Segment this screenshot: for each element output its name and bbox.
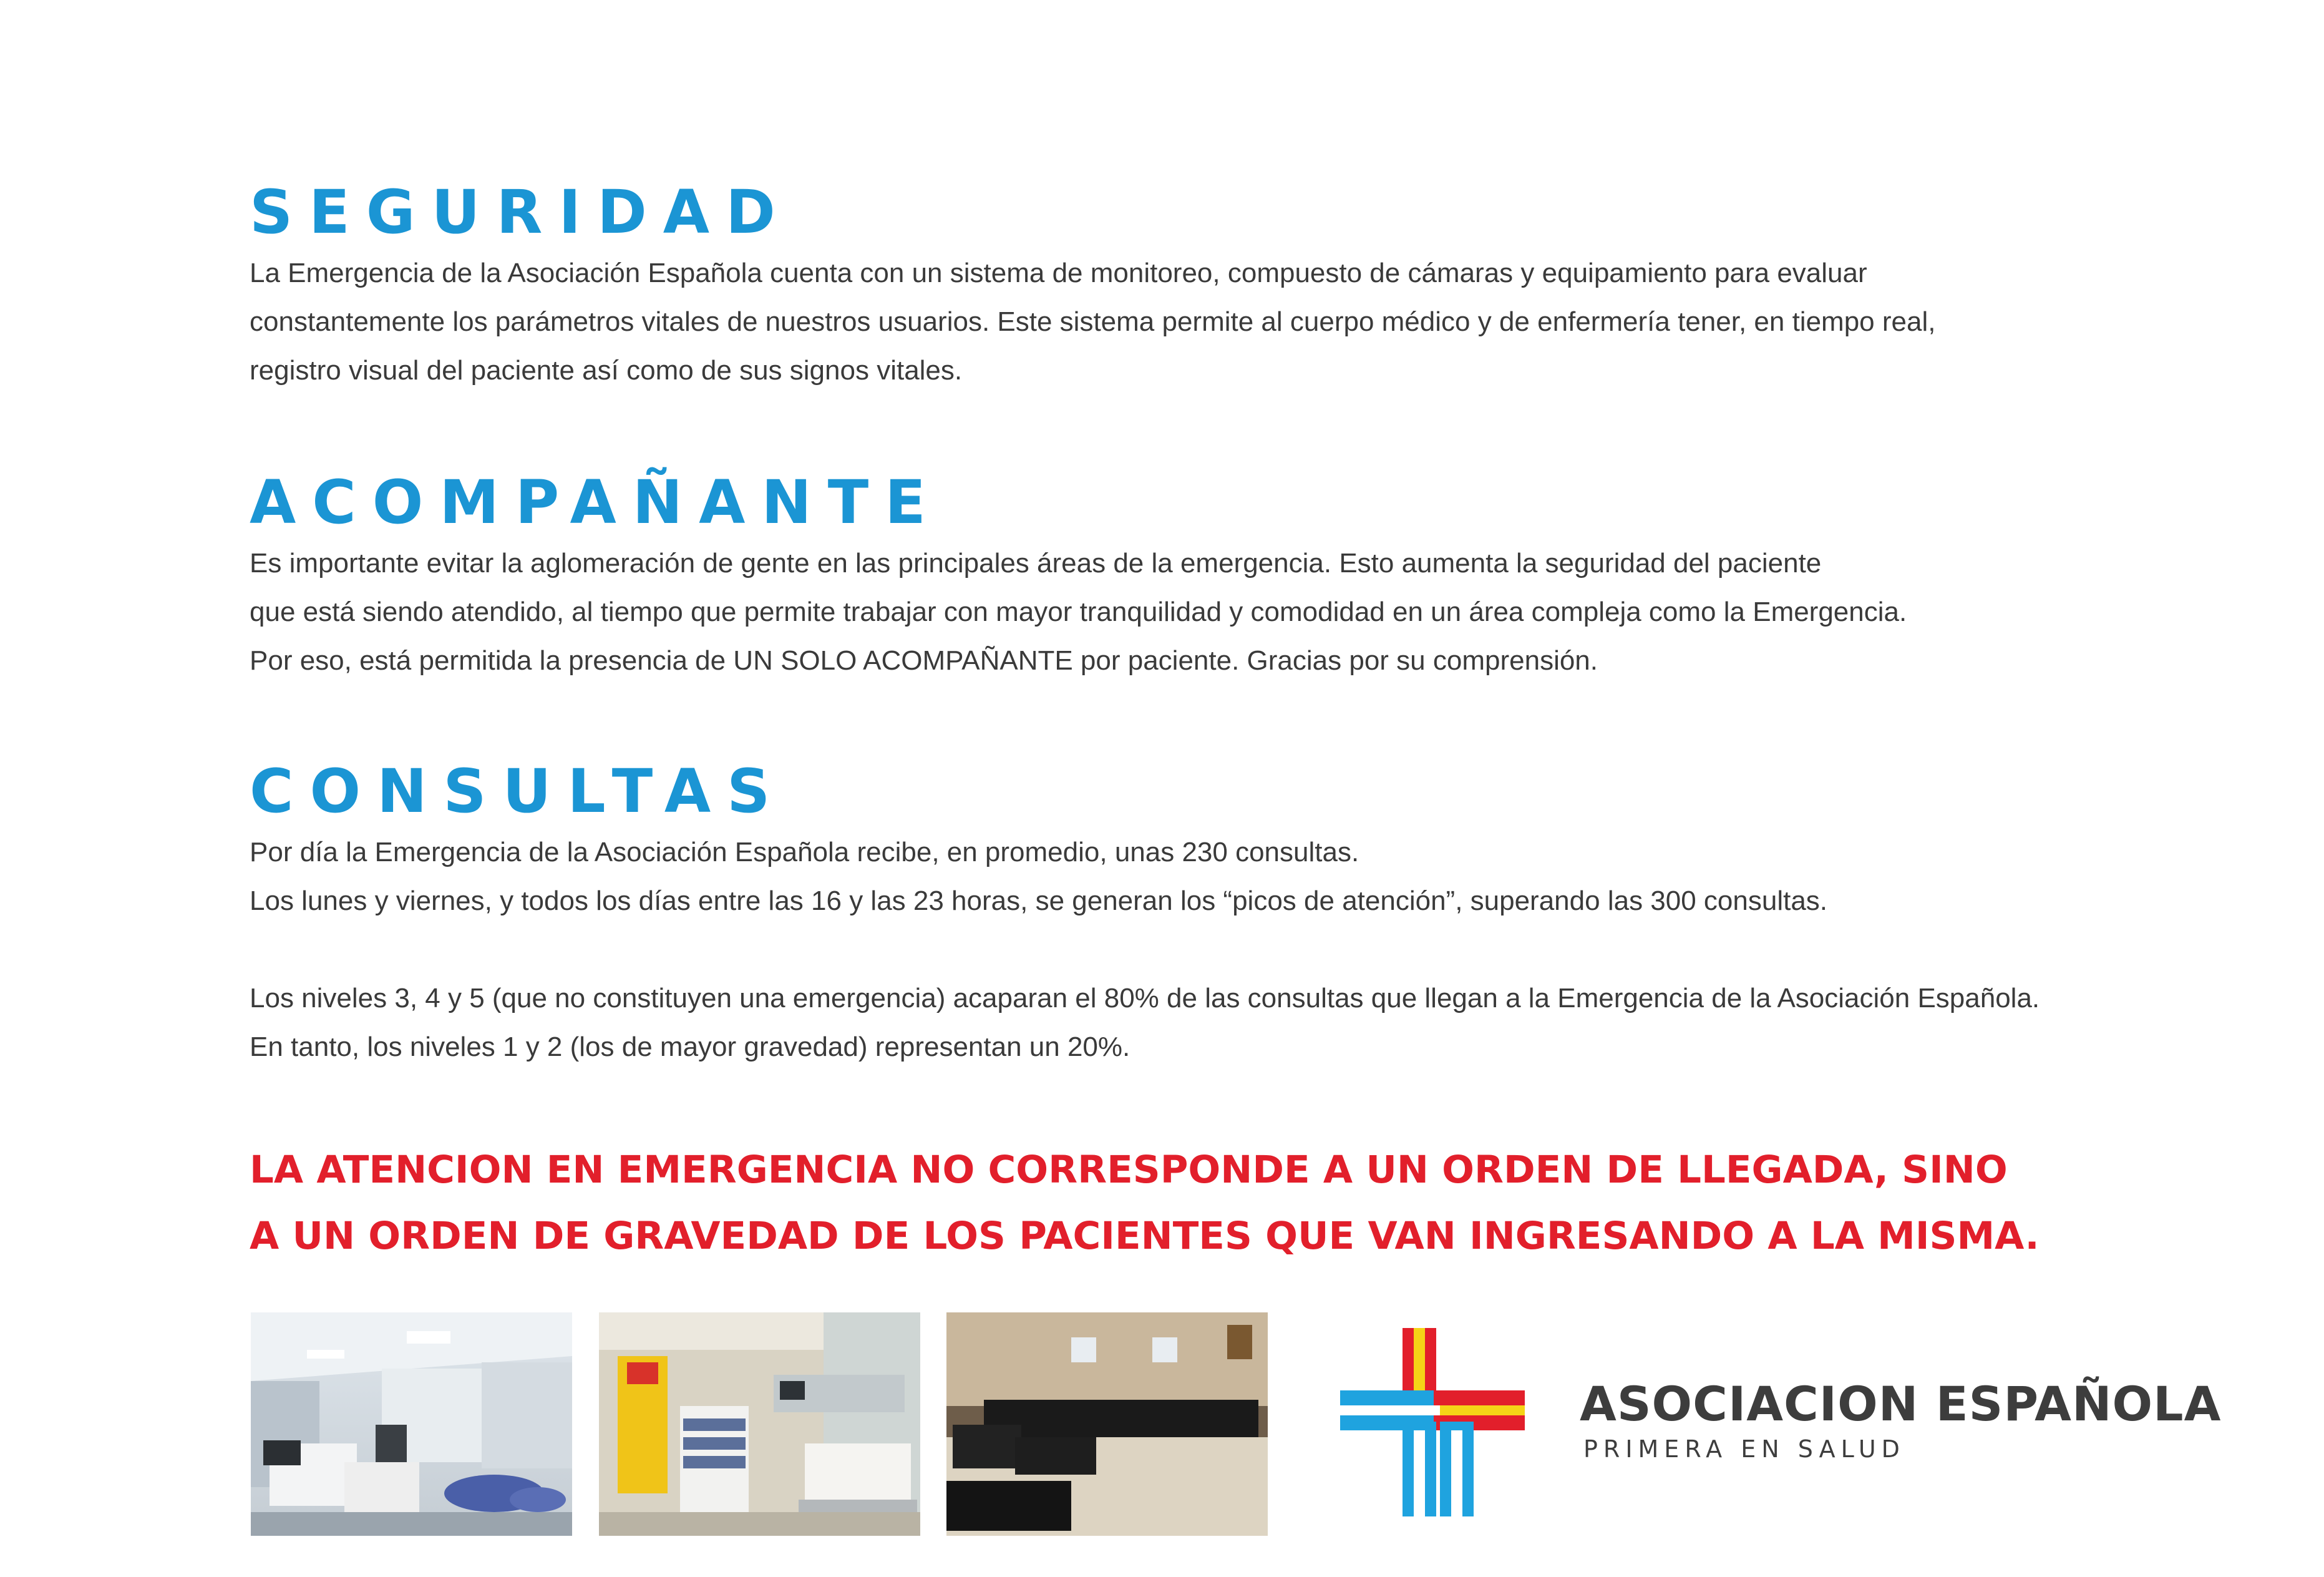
acompanante-heading: ACOMPAÑANTE: [250, 467, 942, 537]
seguridad-line: La Emergencia de la Asociación Española cuenta con un sistema de monitoreo, compuesto de cámaras y equipamiento para evaluar: [250, 258, 1867, 288]
consultas-line: Los niveles 3, 4 y 5 (que no constituyen una emergencia) acaparan el 80% de las consultas que llegan a la Emergencia de la Asociación Española.: [250, 983, 2040, 1013]
photo-waiting-room: [946, 1312, 1268, 1536]
section-consultas: [250, 757, 2184, 1072]
acompanante-line: Por eso, está permitida la presencia de UN SOLO ACOMPAÑANTE por paciente. Gracias por su comprensión.: [250, 645, 1598, 676]
acompanante-line: Es importante evitar la aglomeración de gente en las principales áreas de la emergencia. Esto aumenta la seguridad del paciente: [250, 548, 1822, 579]
consultas-text: [250, 828, 2184, 1072]
priority-notice-line-1: LA ATENCION EN EMERGENCIA NO CORRESPONDE A UN ORDEN DE LLEGADA, SINO: [250, 1148, 2008, 1192]
section-seguridad: [250, 178, 2184, 395]
brand-tagline: PRIMERA EN SALUD: [1583, 1435, 1905, 1463]
section-acompanante: [250, 468, 2184, 685]
acompanante-line: que está siendo atendido, al tiempo que permite trabajar con mayor tranquilidad y comodidad en un área compleja como la Emergencia.: [250, 597, 1907, 627]
seguridad-line: registro visual del paciente así como de sus signos vitales.: [250, 355, 963, 386]
consultas-line: Por día la Emergencia de la Asociación Española recibe, en promedio, unas 230 consultas.: [250, 837, 1359, 867]
consultas-heading: CONSULTAS: [250, 756, 787, 826]
asociacion-espanola-logo-icon: [1340, 1328, 1525, 1516]
brand-name: ASOCIACION ESPAÑOLA: [1580, 1376, 2222, 1432]
photo-treatment-room: [251, 1312, 572, 1536]
seguridad-heading: SEGURIDAD: [250, 177, 792, 247]
priority-notice-line-2: A UN ORDEN DE GRAVEDAD DE LOS PACIENTES QUE VAN INGRESANDO A LA MISMA.: [250, 1214, 2040, 1258]
acompanante-text: [250, 539, 2184, 685]
seguridad-text: [250, 249, 2184, 395]
logo-wordmark: [1580, 1376, 2221, 1463]
seguridad-line: constantemente los parámetros vitales de nuestros usuarios. Este sistema permite al cuerpo médico y de enfermería tener, en tiempo real,: [250, 306, 1936, 337]
consultas-line: En tanto, los niveles 1 y 2 (los de mayor gravedad) representan un 20%.: [250, 1032, 1130, 1062]
priority-notice: [250, 1137, 2184, 1269]
photo-patient-room: [599, 1312, 920, 1536]
consultas-line: Los lunes y viernes, y todos los días entre las 16 y las 23 horas, se generan los “picos de atención”, superando las 300 consultas.: [250, 886, 1828, 916]
